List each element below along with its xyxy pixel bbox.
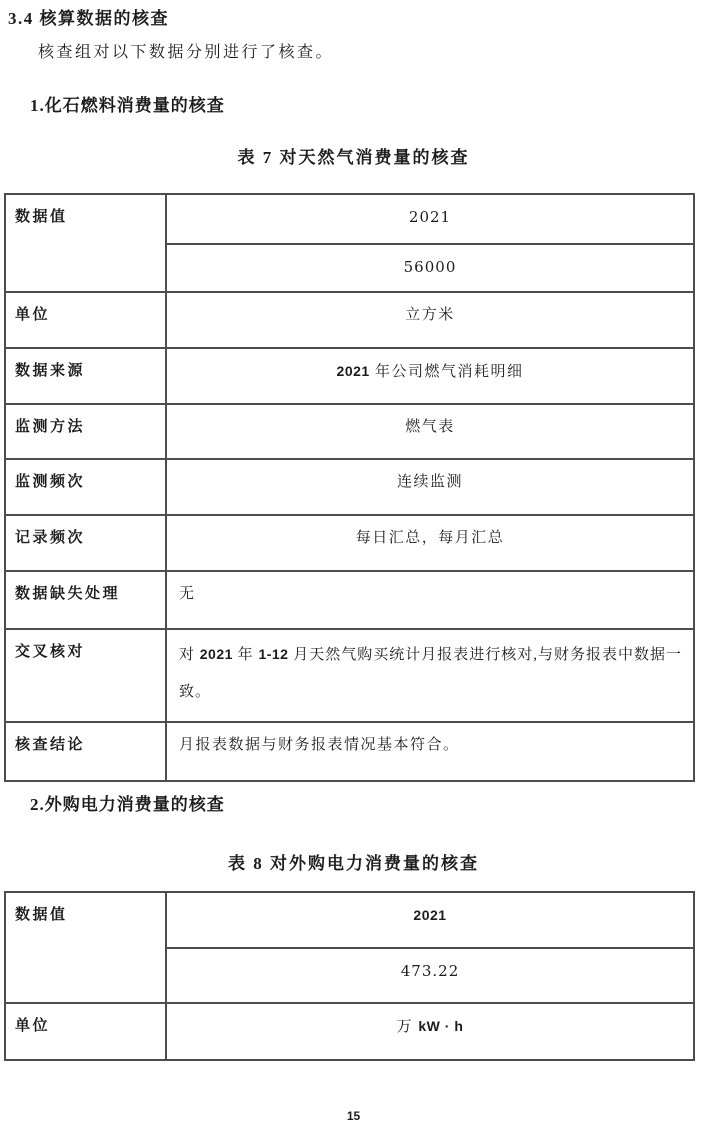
subsection-2-heading: 2.外购电力消费量的核查	[30, 795, 225, 814]
t7-cell-conclusion: 月报表数据与财务报表情况基本符合。	[166, 722, 694, 781]
t8-label-data-value: 数据值	[5, 892, 166, 1003]
page-number: 15	[346, 1109, 361, 1123]
t7-cell-source: 2021 年公司燃气消耗明细	[166, 348, 694, 404]
t7-cell-record: 每日汇总，每月汇总	[166, 515, 694, 571]
table-row	[5, 292, 694, 348]
subsection-1-heading: 1.化石燃料消费量的核查	[30, 96, 225, 115]
table-row	[5, 1003, 694, 1060]
t7-label-data-value: 数据值	[5, 194, 166, 292]
table-row	[5, 459, 694, 515]
t8-label-unit: 单位	[5, 1003, 166, 1060]
table-row	[5, 515, 694, 571]
table-8-title: 表 8 对外购电力消费量的核查	[228, 854, 479, 873]
table-8	[4, 891, 695, 1061]
section-heading: 3.4 核算数据的核查	[8, 9, 169, 28]
t7-cell-frequency: 连续监测	[166, 459, 694, 515]
t7-label-method: 监测方法	[5, 404, 166, 459]
t7-cell-unit: 立方米	[166, 292, 694, 348]
t8-cell-unit: 万 kW · h	[166, 1003, 694, 1060]
t7-label-unit: 单位	[5, 292, 166, 348]
table-row	[5, 348, 694, 404]
page	[0, 8, 707, 1123]
t8-cell-year: 2021	[166, 892, 694, 948]
table-row	[5, 629, 694, 722]
table-row	[5, 892, 694, 948]
table-7	[4, 193, 695, 782]
t7-label-source: 数据来源	[5, 348, 166, 404]
t7-cell-year: 2021	[166, 194, 694, 244]
t7-cell-crosscheck: 对 2021 年 1-12 月天然气购买统计月报表进行核对,与财务报表中数据一致。	[166, 629, 694, 722]
table-row	[5, 194, 694, 244]
table-7-title: 表 7 对天然气消费量的核查	[237, 148, 470, 167]
t7-cell-missing: 无	[166, 571, 694, 629]
t8-cell-amount: 473.22	[166, 948, 694, 1003]
t7-label-missing: 数据缺失处理	[5, 571, 166, 629]
t7-label-crosscheck: 交叉核对	[5, 629, 166, 722]
t7-cell-amount: 56000	[166, 244, 694, 292]
t7-cell-method: 燃气表	[166, 404, 694, 459]
table-row	[5, 571, 694, 629]
table-row	[5, 722, 694, 781]
t7-label-conclusion: 核查结论	[5, 722, 166, 781]
t7-label-record: 记录频次	[5, 515, 166, 571]
intro-paragraph: 核查组对以下数据分别进行了核查。	[38, 44, 335, 61]
t7-label-frequency: 监测频次	[5, 459, 166, 515]
table-row	[5, 404, 694, 459]
